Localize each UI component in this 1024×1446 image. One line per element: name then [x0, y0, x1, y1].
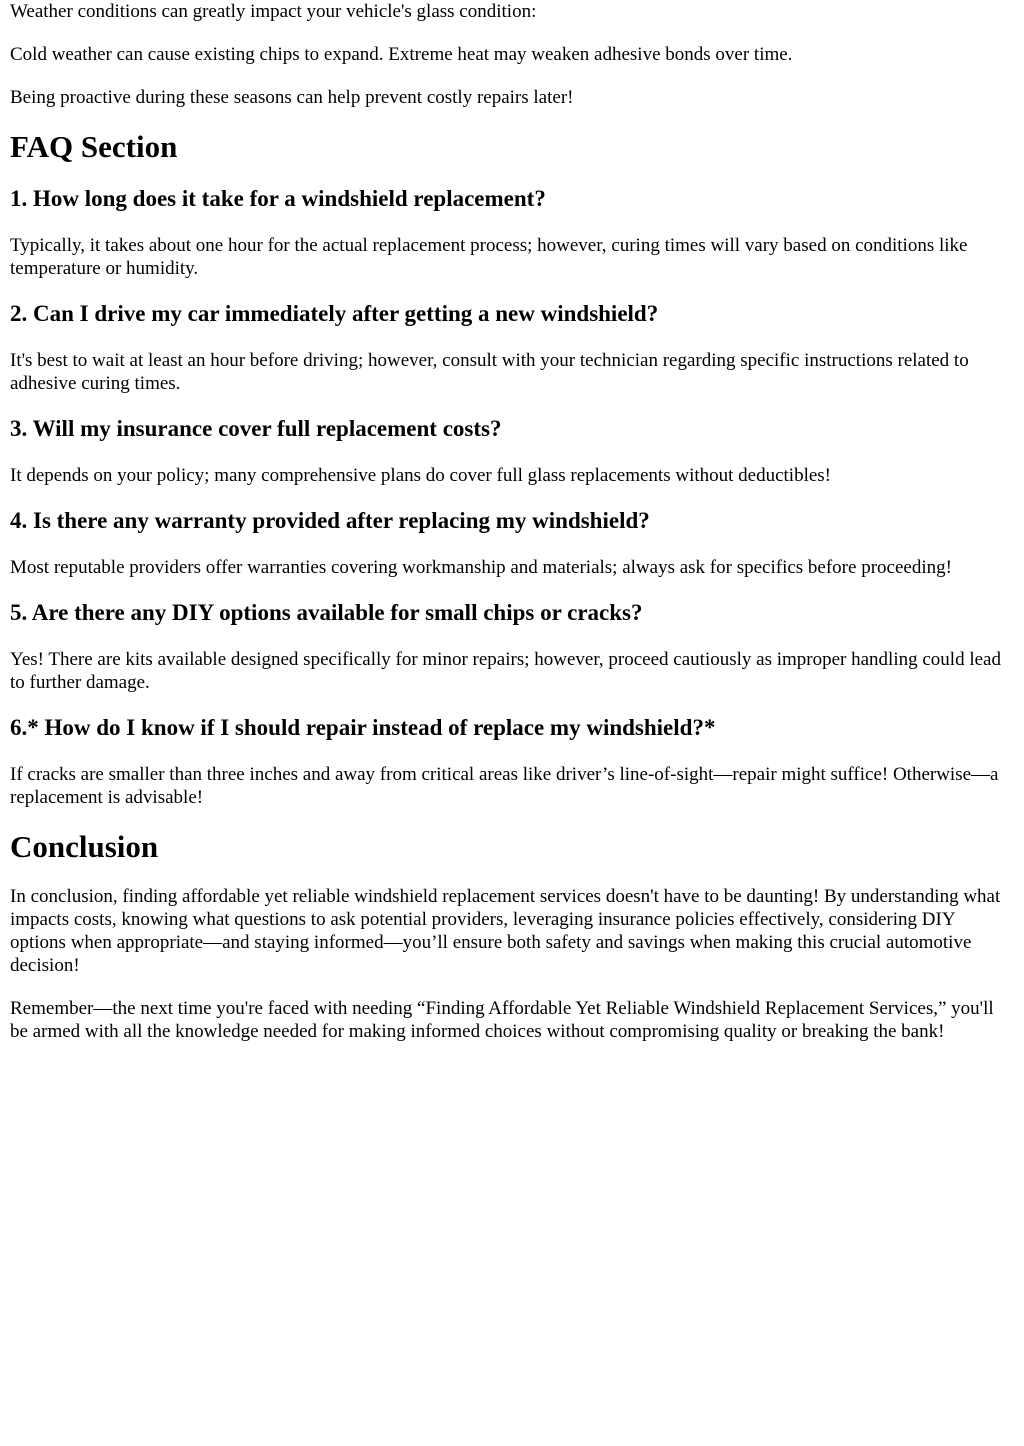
faq-question-2: 2. Can I drive my car immediately after getting a new windshield?	[10, 301, 659, 326]
faq-answer-5: Yes! There are kits available designed specifically for minor repairs; however, proceed cautiously as improper handling could lead to further damage.	[10, 649, 1001, 693]
faq-question-6: 6.* How do I know if I should repair instead of replace my windshield?*	[10, 715, 716, 740]
faq-question-3: 3. Will my insurance cover full replacement costs?	[10, 416, 502, 441]
conclusion-heading: Conclusion	[10, 829, 159, 864]
faq-answer-4: Most reputable providers offer warranties covering workmanship and materials; always ask for specifics before proceeding!	[10, 557, 952, 578]
faq-answer-6: If cracks are smaller than three inches and away from critical areas like driver’s line-of-sight—repair might suffice! Otherwise—a replacement is advisable!	[10, 764, 999, 808]
conclusion-paragraph-2: Remember—the next time you're faced with needing “Finding Affordable Yet Reliable Windshield Replacement Services,” you'll be armed with all the knowledge needed for making informed choices without compromising quality or breaking the bank!	[10, 998, 994, 1042]
faq-answer-2: It's best to wait at least an hour before driving; however, consult with your technician regarding specific instructions related to adhesive curing times.	[10, 350, 969, 394]
faq-heading: FAQ Section	[10, 129, 178, 164]
faq-question-4: 4. Is there any warranty provided after replacing my windshield?	[10, 508, 650, 533]
faq-question-1: 1. How long does it take for a windshield replacement?	[10, 186, 546, 211]
faq-question-5: 5. Are there any DIY options available for small chips or cracks?	[10, 600, 643, 625]
intro-paragraph-proactive: Being proactive during these seasons can help prevent costly repairs later!	[10, 87, 574, 108]
intro-paragraph-temperature: Cold weather can cause existing chips to expand. Extreme heat may weaken adhesive bonds over time.	[10, 44, 793, 65]
intro-paragraph-weather: Weather conditions can greatly impact your vehicle's glass condition:	[10, 1, 537, 22]
conclusion-paragraph-1: In conclusion, finding affordable yet reliable windshield replacement services doesn't have to be daunting! By understanding what impacts costs, knowing what questions to ask potential providers, leveraging insurance policies effectively, considering DIY options when appropriate—and staying informed—you’ll ensure both safety and savings when making this crucial automotive decision!	[10, 886, 1001, 976]
faq-answer-3: It depends on your policy; many comprehensive plans do cover full glass replacements without deductibles!	[10, 465, 832, 486]
faq-answer-1: Typically, it takes about one hour for the actual replacement process; however, curing times will vary based on conditions like temperature or humidity.	[10, 235, 968, 279]
